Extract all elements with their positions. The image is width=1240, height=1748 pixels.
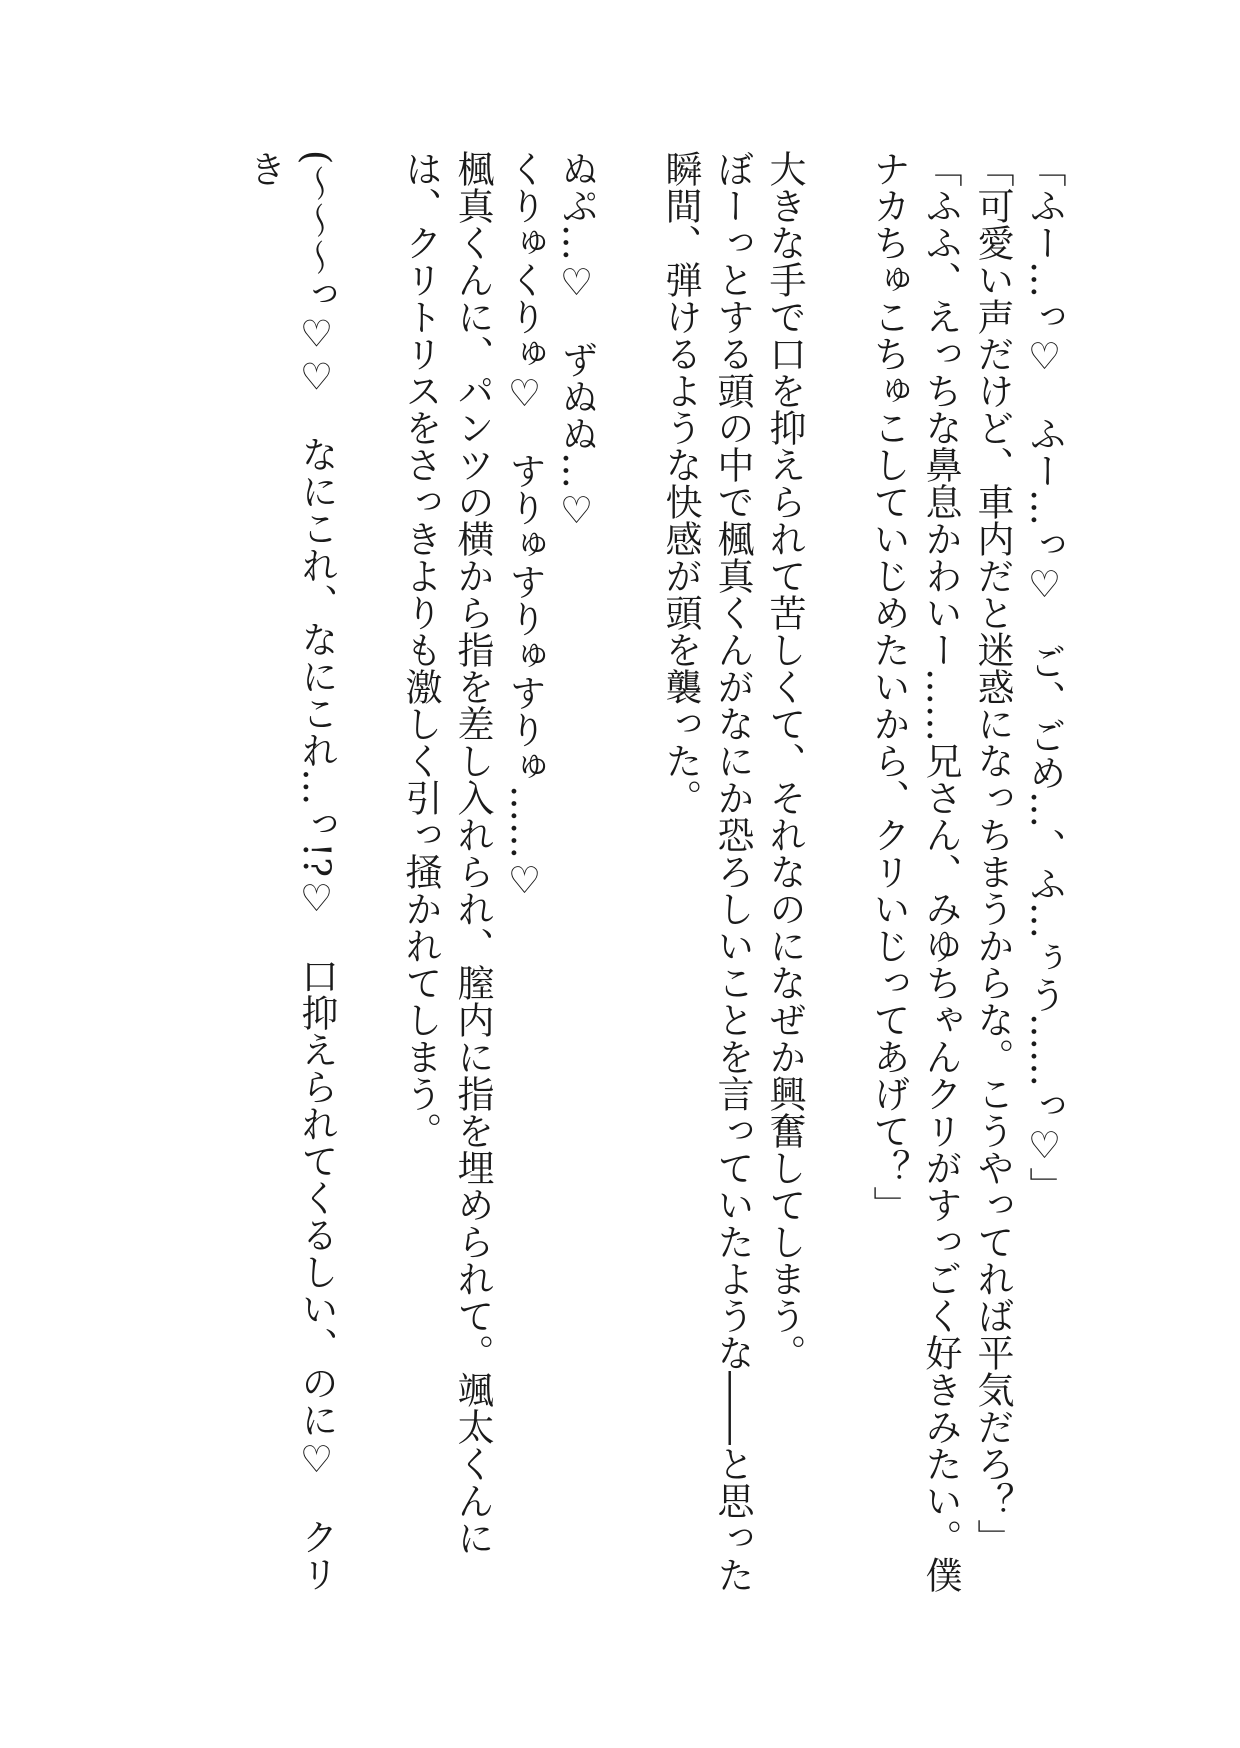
paragraph-gap bbox=[810, 150, 862, 1620]
dialogue-line: 「可愛い声だけど、車内だと迷惑になっちまうからな。こうやってれば平気だろ？」 bbox=[971, 150, 1014, 1556]
paragraph-gap bbox=[602, 150, 654, 1620]
vertical-text-body bbox=[238, 150, 1070, 1620]
narration-line: 楓真くんに、パンツの横から指を差し入れられ、膣内に指を埋められて。颯太くんには、クリトリスをさっきよりも激しく引っ掻かれてしまう。 bbox=[399, 150, 494, 1556]
sound-effect-line: くりゅくりゅ♡ すりゅすりゅすりゅ……♡ bbox=[503, 150, 546, 902]
paragraph-gap bbox=[342, 150, 394, 1620]
dialogue-line: 「ふふ、えっちな鼻息かわいー……兄さん、みゆちゃんクリがすっごく好きみたい。僕ナカちゅこちゅこしていじめたいから、クリいじってあげて？」 bbox=[867, 150, 962, 1593]
narration-line: ぼーっとする頭の中で楓真くんがなにか恐ろしいことを言っていたような――と思った瞬間、弾けるような快感が頭を襲った。 bbox=[659, 150, 754, 1593]
sound-effect-line: ぬぷ…♡ ずぬぬ…♡ bbox=[555, 150, 598, 532]
dialogue-line: 「ふー…っ♡ ふー…っ♡ ご、ごめ…、ふ…ぅう……っ♡」 bbox=[1023, 150, 1066, 1204]
narration-line: 大きな手で口を抑えられて苦しくて、それなのになぜか興奮してしまう。 bbox=[763, 150, 806, 1371]
monologue-line: (～～～っ♡♡ なにこれ、なにこれ…っ!?♡ 口抑えられてくるしい、のに♡ クリき bbox=[243, 150, 338, 1593]
